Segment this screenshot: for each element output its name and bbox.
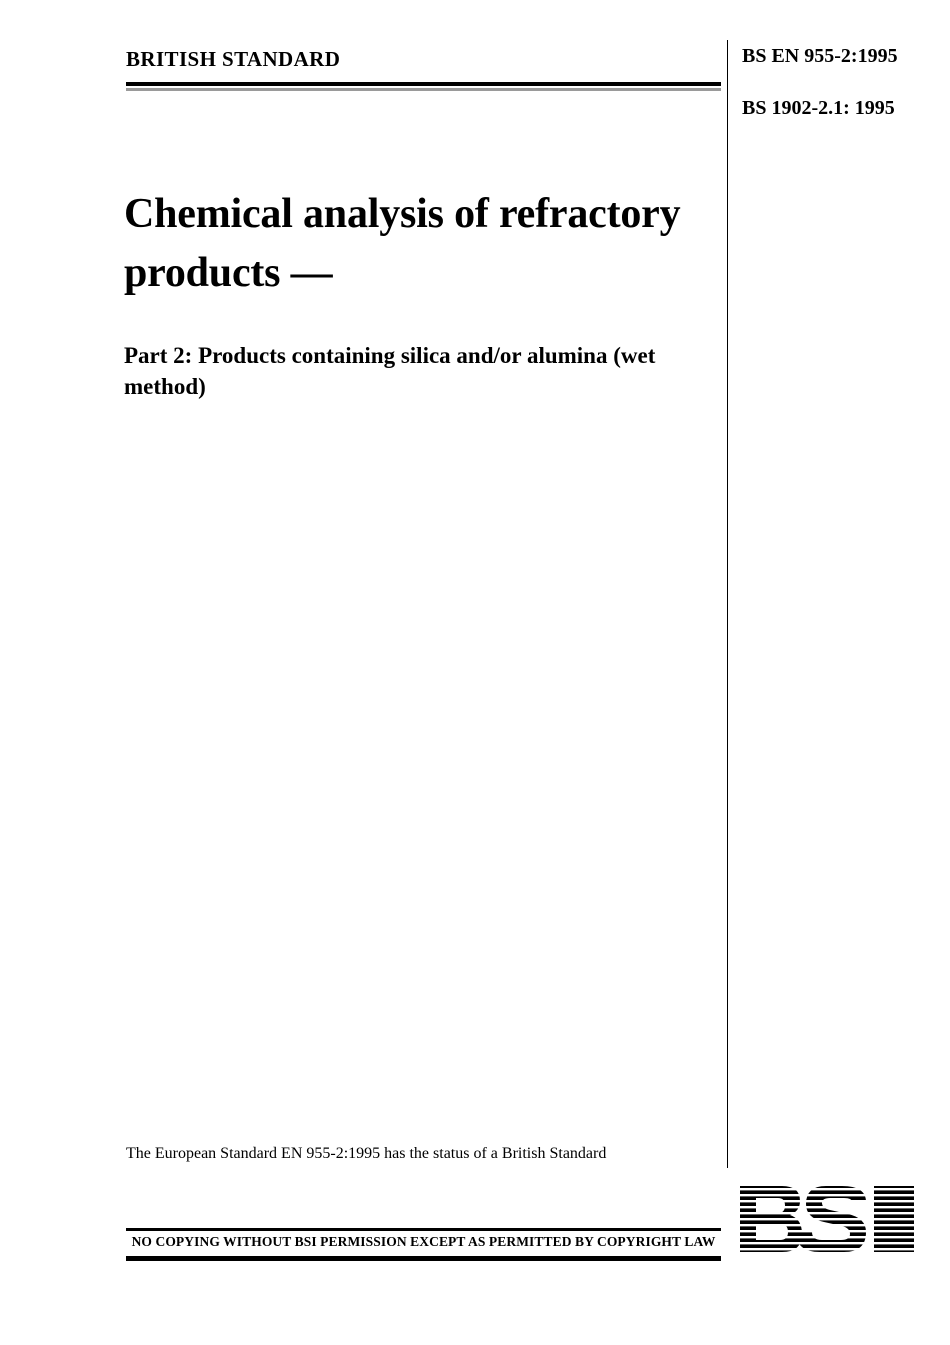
standard-number-secondary: BS 1902-2.1: 1995 [742, 97, 895, 119]
standard-number-primary: BS EN 955-2:1995 [742, 45, 898, 67]
copyright-rule-top [126, 1228, 721, 1231]
bsi-logo [738, 1182, 916, 1260]
copyright-notice: NO COPYING WITHOUT BSI PERMISSION EXCEPT AS PERMITTED BY COPYRIGHT LAW [131, 1234, 716, 1249]
copyright-rule-bottom [126, 1256, 721, 1261]
status-note: The European Standard EN 955-2:1995 has the status of a British Standard [126, 1145, 607, 1162]
header-rule-dark [126, 82, 721, 86]
column-divider-rule [727, 40, 728, 1168]
page-title: Chemical analysis of refractory products — [124, 191, 681, 296]
page-header-label: BRITISH STANDARD [126, 47, 341, 71]
header-rule-grey [126, 88, 721, 91]
page-subtitle: Part 2: Products containing silica and/or alumina (wet method) [124, 343, 656, 399]
